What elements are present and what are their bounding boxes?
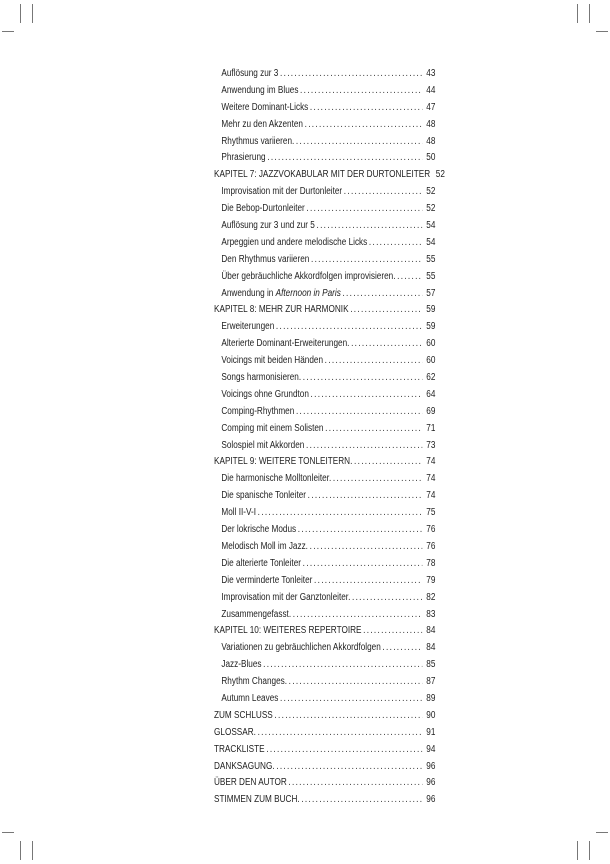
toc-page-number: 89 xyxy=(426,692,436,704)
dot-leader xyxy=(314,573,422,590)
toc-entry-title: STIMMEN ZUM BUCH. xyxy=(214,794,300,806)
toc-entry[interactable] xyxy=(214,488,435,505)
toc-page-number: 78 xyxy=(426,557,436,569)
toc-entry[interactable] xyxy=(214,336,435,353)
toc-entry-title: Die harmonische Molltonleiter. xyxy=(221,473,332,485)
toc-entry[interactable] xyxy=(214,590,435,607)
crop-mark xyxy=(2,832,14,833)
toc-entry[interactable] xyxy=(214,100,435,117)
toc-entry[interactable] xyxy=(214,657,435,674)
toc-chapter-entry[interactable] xyxy=(214,302,435,319)
toc-entry[interactable] xyxy=(214,83,435,100)
toc-entry[interactable] xyxy=(214,353,435,370)
dot-leader xyxy=(301,792,422,809)
dot-leader xyxy=(369,235,422,252)
crop-mark xyxy=(596,832,608,833)
toc-entry[interactable] xyxy=(214,674,435,691)
dot-leader xyxy=(316,218,422,235)
toc-entry[interactable] xyxy=(214,370,435,387)
toc-page-number: 50 xyxy=(426,152,436,164)
dot-leader xyxy=(296,134,422,151)
toc-entry[interactable] xyxy=(214,218,435,235)
toc-entry-title: Die spanische Tonleiter xyxy=(221,490,307,502)
crop-mark xyxy=(20,841,21,860)
toc-entry-title: Phrasierung xyxy=(221,152,266,164)
toc-entry-title: Der lokrische Modus xyxy=(221,524,297,536)
dot-leader xyxy=(306,201,422,218)
toc-entry[interactable] xyxy=(214,66,435,83)
toc-page-number: 76 xyxy=(426,524,436,536)
toc-entry[interactable] xyxy=(214,184,435,201)
dot-leader xyxy=(274,708,422,725)
toc-entry[interactable] xyxy=(214,269,435,286)
toc-entry-title: KAPITEL 10: WEITERES REPERTOIRE xyxy=(214,625,362,637)
toc-entry-title: Den Rhythmus variieren xyxy=(221,253,310,265)
toc-entry[interactable] xyxy=(214,134,435,151)
toc-page-number: 79 xyxy=(426,574,436,586)
toc-entry-title: Comping mit einem Solisten xyxy=(221,422,324,434)
dot-leader xyxy=(298,522,423,539)
toc-entry-title: Erweiterungen xyxy=(221,321,275,333)
toc-entry-title: Mehr zu den Akzenten xyxy=(221,118,303,130)
dot-leader xyxy=(303,370,422,387)
toc-page-number: 60 xyxy=(426,338,436,350)
dot-leader xyxy=(363,623,422,640)
dot-leader xyxy=(310,100,422,117)
dot-leader xyxy=(300,83,422,100)
toc-entry-title: Auflösung zur 3 und zur 5 xyxy=(221,220,315,232)
toc-entry-title: Moll II-V-I xyxy=(221,507,257,519)
toc-entry-title: Die verminderte Tonleiter xyxy=(221,574,313,586)
toc-entry[interactable] xyxy=(214,387,435,404)
toc-chapter-entry[interactable] xyxy=(214,454,435,471)
toc-entry-title: TRACKLISTE xyxy=(214,743,265,755)
crop-mark xyxy=(577,841,578,860)
toc-entry-title: Auflösung zur 3 xyxy=(221,68,279,79)
toc-entry-title: Alterierte Dominant-Erweiterungen. xyxy=(221,338,350,350)
crop-mark xyxy=(32,4,33,23)
dot-leader xyxy=(311,387,423,404)
toc-page-number: 84 xyxy=(426,625,436,637)
toc-page-number: 82 xyxy=(426,591,436,603)
toc-entry-title: Improvisation mit der Durtonleiter xyxy=(221,186,343,198)
table-of-contents xyxy=(214,66,445,809)
toc-page-number: 96 xyxy=(426,760,436,772)
toc-chapter-entry[interactable] xyxy=(214,742,435,759)
dot-leader xyxy=(352,590,422,607)
toc-entry[interactable] xyxy=(214,117,435,134)
toc-chapter-entry[interactable] xyxy=(214,775,435,792)
toc-entry-title: Weitere Dominant-Licks xyxy=(221,101,309,113)
toc-entry[interactable] xyxy=(214,573,435,590)
crop-mark xyxy=(20,4,21,23)
toc-entry[interactable] xyxy=(214,539,435,556)
toc-chapter-entry[interactable] xyxy=(214,708,435,725)
toc-entry[interactable] xyxy=(214,201,435,218)
toc-page-number: 52 xyxy=(435,169,445,181)
toc-page-number: 64 xyxy=(426,388,436,400)
toc-page-number: 60 xyxy=(426,355,436,367)
toc-entry[interactable] xyxy=(214,607,435,624)
toc-entry[interactable] xyxy=(214,150,435,167)
toc-entry-title: GLOSSAR. xyxy=(214,726,256,738)
toc-entry[interactable] xyxy=(214,235,435,252)
dot-leader xyxy=(310,539,423,556)
toc-page-number: 52 xyxy=(426,186,436,198)
dot-leader xyxy=(305,117,423,134)
toc-page-number: 85 xyxy=(426,659,436,671)
toc-entry-title: Songs harmonisieren. xyxy=(221,372,302,384)
dot-leader xyxy=(351,336,422,353)
toc-entry-title: Arpeggien und andere melodische Licks xyxy=(221,236,368,248)
toc-page-number: 74 xyxy=(426,473,436,485)
toc-page-number: 96 xyxy=(426,777,436,789)
crop-mark xyxy=(2,31,14,32)
toc-entry-title: KAPITEL 8: MEHR ZUR HARMONIK xyxy=(214,304,349,316)
toc-entry-title: Variationen zu gebräuchlichen Akkordfolgen xyxy=(221,642,381,654)
toc-page-number: 69 xyxy=(426,405,436,417)
toc-page-number: 48 xyxy=(426,135,436,147)
toc-entry-title: Jazz-Blues xyxy=(221,659,262,671)
toc-page-number: 52 xyxy=(426,203,436,215)
toc-page-number: 91 xyxy=(426,726,436,738)
toc-page-number: 74 xyxy=(426,490,436,502)
toc-page-number: 55 xyxy=(426,270,436,282)
toc-entry-title: KAPITEL 9: WEITERE TONLEITERN. xyxy=(214,456,353,468)
toc-page-number: 47 xyxy=(426,101,436,113)
toc-page-number: 83 xyxy=(426,608,436,620)
toc-page-number: 44 xyxy=(426,84,436,96)
crop-mark xyxy=(596,31,608,32)
toc-chapter-entry[interactable] xyxy=(214,623,435,640)
toc-entry-title: Rhythm Changes. xyxy=(221,676,288,688)
toc-page-number: 84 xyxy=(426,642,436,654)
dot-leader xyxy=(276,759,422,776)
toc-chapter-entry[interactable] xyxy=(214,792,435,809)
toc-entry-title: Rhythmus variieren. xyxy=(221,135,295,147)
crop-mark xyxy=(589,4,590,23)
toc-page-number: 54 xyxy=(426,236,436,248)
toc-chapter-entry[interactable] xyxy=(214,759,435,776)
toc-entry[interactable] xyxy=(214,286,435,303)
dot-leader xyxy=(325,353,423,370)
toc-entry-title: Voicings mit beiden Händen xyxy=(221,355,324,367)
dot-leader xyxy=(308,488,423,505)
toc-page-number: 74 xyxy=(426,456,436,468)
toc-entry-title: Solospiel mit Akkorden xyxy=(221,439,305,451)
toc-chapter-entry[interactable] xyxy=(214,167,445,184)
dot-leader xyxy=(325,421,422,438)
dot-leader xyxy=(303,556,423,573)
toc-entry[interactable] xyxy=(214,421,435,438)
toc-page-number: 90 xyxy=(426,709,436,721)
dot-leader xyxy=(397,269,422,286)
toc-page-number: 87 xyxy=(426,676,436,688)
dot-leader xyxy=(266,742,422,759)
dot-leader xyxy=(280,691,422,708)
toc-entry[interactable] xyxy=(214,640,435,657)
crop-mark xyxy=(32,841,33,860)
toc-page-number: 57 xyxy=(426,287,436,299)
toc-entry-title: Zusammengefasst. xyxy=(221,608,292,620)
toc-page-number: 59 xyxy=(426,304,436,316)
toc-entry-title: Improvisation mit der Ganztonleiter. xyxy=(221,591,351,603)
dot-leader xyxy=(306,438,422,455)
crop-mark xyxy=(589,841,590,860)
toc-entry-title: Voicings ohne Grundton xyxy=(221,388,309,400)
toc-page-number: 62 xyxy=(426,372,436,384)
toc-page-number: 71 xyxy=(426,422,436,434)
toc-entry[interactable] xyxy=(214,471,435,488)
dot-leader xyxy=(288,775,422,792)
toc-entry-title: Anwendung in Afternoon in Paris xyxy=(221,287,341,299)
dot-leader xyxy=(293,607,423,624)
toc-page-number: 48 xyxy=(426,118,436,130)
dot-leader xyxy=(354,454,422,471)
toc-entry[interactable] xyxy=(214,438,435,455)
dot-leader xyxy=(382,640,422,657)
toc-entry[interactable] xyxy=(214,252,435,269)
toc-page-number: 43 xyxy=(426,68,436,79)
dot-leader xyxy=(258,505,423,522)
toc-page-number: 76 xyxy=(426,540,436,552)
dot-leader xyxy=(344,184,422,201)
toc-entry-title: Die Bebop-Durtonleiter xyxy=(221,203,305,215)
toc-entry-title: Comping-Rhythmen xyxy=(221,405,295,417)
toc-entry-title: KAPITEL 7: JAZZVOKABULAR MIT DER DURTONLEITER xyxy=(214,169,431,181)
toc-entry[interactable] xyxy=(214,522,435,539)
toc-entry[interactable] xyxy=(214,505,435,522)
dot-leader xyxy=(258,725,423,742)
toc-page-number: 73 xyxy=(426,439,436,451)
dot-leader xyxy=(289,674,423,691)
toc-page-number: 59 xyxy=(426,321,436,333)
dot-leader xyxy=(350,302,422,319)
dot-leader xyxy=(311,252,422,269)
toc-page-number: 55 xyxy=(426,253,436,265)
toc-entry[interactable] xyxy=(214,556,435,573)
toc-entry[interactable] xyxy=(214,404,435,421)
toc-entry-title: Melodisch Moll im Jazz. xyxy=(221,540,308,552)
toc-entry-title: ÜBER DEN AUTOR xyxy=(214,777,287,789)
toc-page-number: 94 xyxy=(426,743,436,755)
toc-entry-title: Die alterierte Tonleiter xyxy=(221,557,301,569)
dot-leader xyxy=(296,404,422,421)
toc-entry-title: Anwendung im Blues xyxy=(221,84,299,96)
toc-page-number: 54 xyxy=(426,220,436,232)
dot-leader xyxy=(333,471,422,488)
dot-leader xyxy=(263,657,422,674)
toc-entry-title: ZUM SCHLUSS xyxy=(214,709,273,721)
dot-leader xyxy=(342,286,422,303)
crop-mark xyxy=(577,4,578,23)
toc-page-number: 96 xyxy=(426,794,436,806)
toc-entry-title: DANKSAGUNG. xyxy=(214,760,275,772)
dot-leader xyxy=(280,66,422,83)
dot-leader xyxy=(276,319,422,336)
toc-chapter-entry[interactable] xyxy=(214,725,435,742)
toc-entry[interactable] xyxy=(214,691,435,708)
dot-leader xyxy=(267,150,422,167)
toc-entry-title: Über gebräuchliche Akkordfolgen improvisieren. xyxy=(221,270,396,282)
toc-page-number: 75 xyxy=(426,507,436,519)
toc-entry-title: Autumn Leaves xyxy=(221,692,279,704)
toc-entry[interactable] xyxy=(214,319,435,336)
